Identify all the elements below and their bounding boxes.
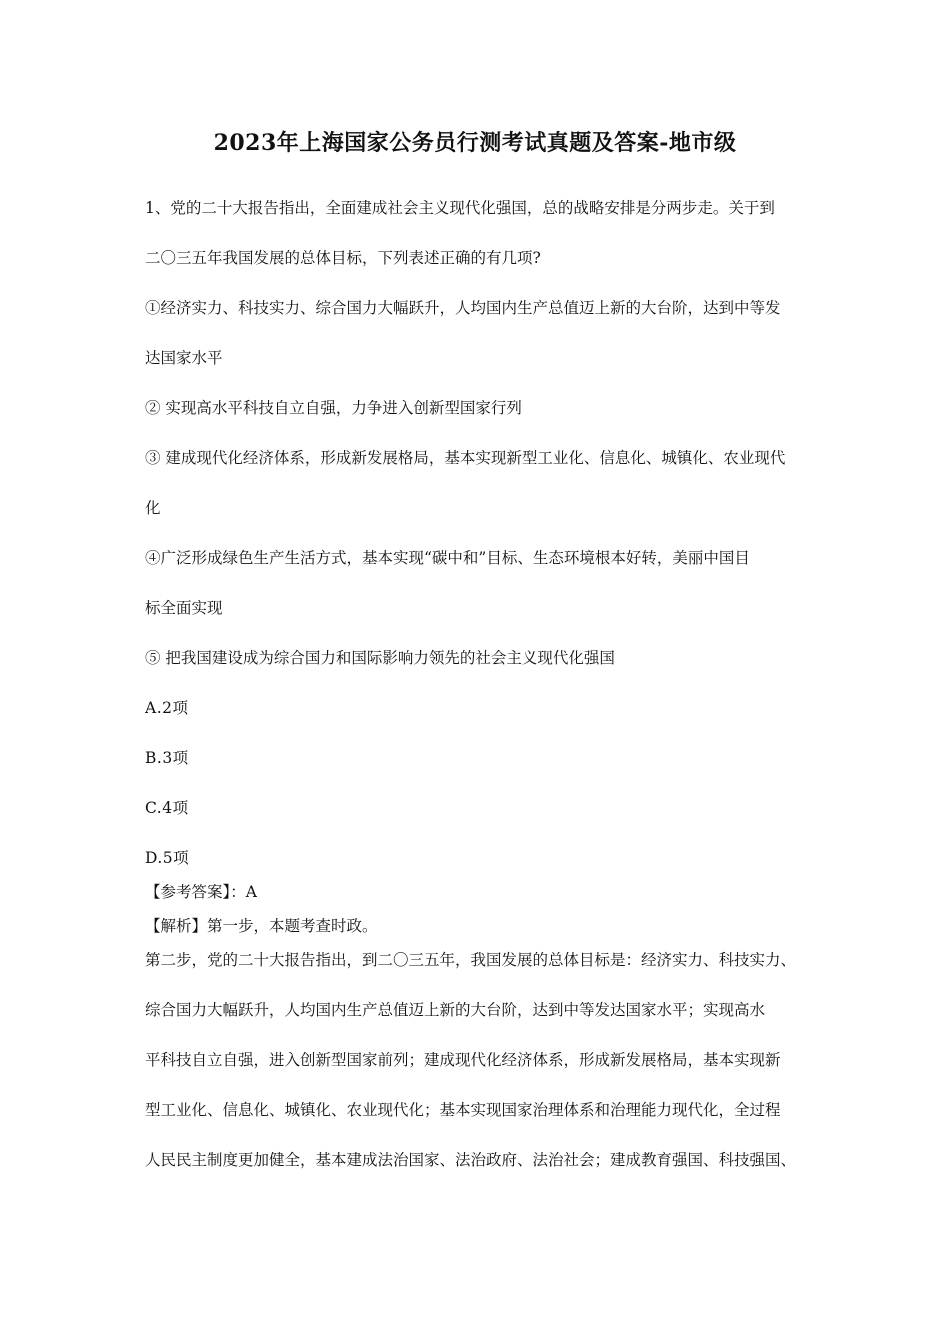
explanation-line: 人民民主制度更加健全，基本建成法治国家、法治政府、法治社会；建成教育强国、科技强国、 [145,1151,797,1169]
analysis-heading: 【解析】第一步，本题考查时政。 [145,917,378,935]
question-body [145,197,815,1199]
statement-line: 标全面实现 [145,599,223,617]
explanation-line: 第二步，党的二十大报告指出，到二〇三五年，我国发展的总体目标是：经济实力、科技实力、 [145,951,797,969]
explanation-line: 综合国力大幅跃升，人均国内生产总值迈上新的大台阶，达到中等发达国家水平；实现高水 [145,1001,766,1019]
statement-line: ①经济实力、科技实力、综合国力大幅跃升，人均国内生产总值迈上新的大台阶，达到中等发 [145,299,781,317]
option-a: A.2项 [145,699,189,717]
explanation-line: 型工业化、信息化、城镇化、农业现代化；基本实现国家治理体系和治理能力现代化，全过程 [145,1101,781,1119]
option-b: B.3项 [145,749,189,767]
option-d: D.5项 [145,849,190,867]
statement-line: ② 实现高水平科技自立自强，力争进入创新型国家行列 [145,399,522,417]
statement-line: ④广泛形成绿色生产生活方式，基本实现“碳中和”目标、生态环境根本好转，美丽中国目 [145,549,750,567]
option-c: C.4项 [145,799,189,817]
statement-line: 达国家水平 [145,349,223,367]
question-stem-line: 二〇三五年我国发展的总体目标，下列表述正确的有几项? [145,249,541,267]
statement-line: ③ 建成现代化经济体系，形成新发展格局，基本实现新型工业化、信息化、城镇化、农业现代 [145,449,786,467]
document-title: 2023年上海国家公务员行测考试真题及答案-地市级 [213,130,737,156]
explanation-line: 平科技自立自强，进入创新型国家前列；建成现代化经济体系，形成新发展格局，基本实现新 [145,1051,781,1069]
statement-line: ⑤ 把我国建设成为综合国力和国际影响力领先的社会主义现代化强国 [145,649,615,667]
reference-answer: 【参考答案】：A [145,883,257,901]
statement-line: 化 [145,499,161,517]
question-stem-line: 1、党的二十大报告指出，全面建成社会主义现代化强国，总的战略安排是分两步走。关于到 [145,199,775,217]
